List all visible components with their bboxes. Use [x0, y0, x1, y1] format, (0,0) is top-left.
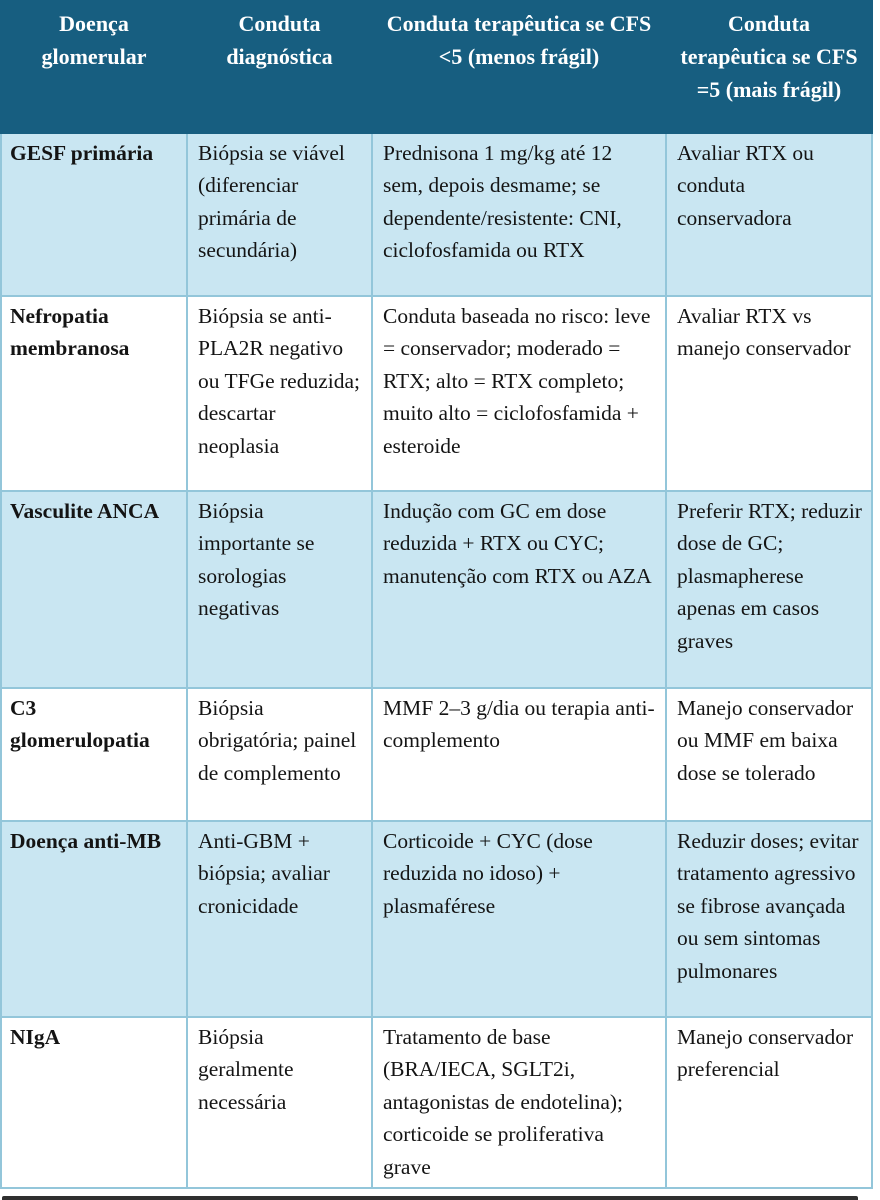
cell-therapy-more-frail: Preferir RTX; reduzir dose de GC; plasmapherese apenas em casos graves: [666, 491, 872, 688]
cell-diagnostic: Biópsia obrigatória; painel de complemento: [187, 688, 372, 821]
cell-diagnostic: Biópsia geralmente necessária: [187, 1017, 372, 1188]
cell-disease: NIgA: [1, 1017, 187, 1188]
cell-therapy-less-frail: Tratamento de base (BRA/IECA, SGLT2i, antagonistas de endotelina); corticoide se proliferativa grave: [372, 1017, 666, 1188]
cell-diagnostic: Biópsia se viável (diferenciar primária de secundária): [187, 133, 372, 296]
cell-diagnostic: Anti-GBM + biópsia; avaliar cronicidade: [187, 821, 372, 1017]
cell-therapy-less-frail: MMF 2–3 g/dia ou terapia anti-complemento: [372, 688, 666, 821]
bottom-divider-bar: [2, 1196, 858, 1200]
cell-disease: Nefropatia membranosa: [1, 296, 187, 491]
cell-diagnostic: Biópsia se anti-PLA2R negativo ou TFGe reduzida; descartar neoplasia: [187, 296, 372, 491]
table-header-row: [1, 1, 872, 133]
cell-diagnostic: Biópsia importante se sorologias negativas: [187, 491, 372, 688]
table-row: [1, 296, 872, 491]
cell-therapy-more-frail: Reduzir doses; evitar tratamento agressivo se fibrose avançada ou sem sintomas pulmonares: [666, 821, 872, 1017]
cell-disease: GESF primária: [1, 133, 187, 296]
header-conduta-diagnostica: Conduta diagnóstica: [187, 1, 372, 133]
cell-therapy-less-frail: Prednisona 1 mg/kg até 12 sem, depois desmame; se dependente/resistente: CNI, ciclofosfamida ou RTX: [372, 133, 666, 296]
cell-therapy-less-frail: Indução com GC em dose reduzida + RTX ou CYC; manutenção com RTX ou AZA: [372, 491, 666, 688]
cell-therapy-less-frail: Corticoide + CYC (dose reduzida no idoso) + plasmaférese: [372, 821, 666, 1017]
cell-therapy-more-frail: Avaliar RTX vs manejo conservador: [666, 296, 872, 491]
table-row: [1, 491, 872, 688]
table-row: [1, 133, 872, 296]
cell-therapy-more-frail: Avaliar RTX ou conduta conservadora: [666, 133, 872, 296]
table-row: [1, 688, 872, 821]
cell-therapy-less-frail: Conduta baseada no risco: leve = conservador; moderado = RTX; alto = RTX completo; muito alto = ciclofosfamida + esteroide: [372, 296, 666, 491]
cell-disease: Vasculite ANCA: [1, 491, 187, 688]
header-conduta-terapeutica-menos-fragil: Conduta terapêutica se CFS <5 (menos frágil): [372, 1, 666, 133]
cell-disease: C3 glomerulopatia: [1, 688, 187, 821]
cell-therapy-more-frail: Manejo conservador preferencial: [666, 1017, 872, 1188]
table-row: [1, 821, 872, 1017]
table-row: [1, 1017, 872, 1188]
cell-therapy-more-frail: Manejo conservador ou MMF em baixa dose se tolerado: [666, 688, 872, 821]
header-doenca-glomerular: Doença glomerular: [1, 1, 187, 133]
cell-disease: Doença anti-MB: [1, 821, 187, 1017]
header-conduta-terapeutica-mais-fragil: Conduta terapêutica se CFS =5 (mais frágil): [666, 1, 872, 133]
